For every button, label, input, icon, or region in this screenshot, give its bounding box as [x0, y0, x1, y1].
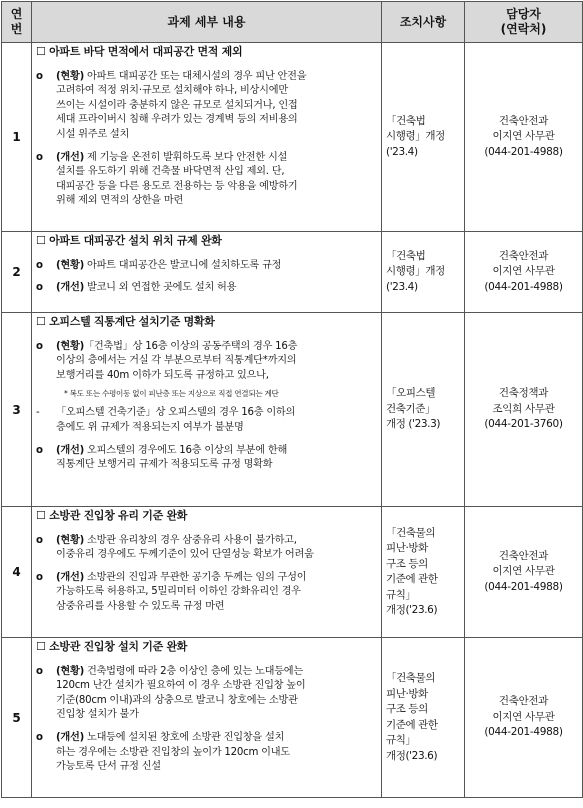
text-line: 위해 제외 면적의 상한을 마련 — [56, 195, 184, 207]
task-title: ☐ 아파트 대피공간 설치 위치 규제 완화 — [36, 234, 222, 247]
dash-item — [36, 406, 376, 435]
action-cell — [382, 507, 465, 638]
task-table — [1, 1, 583, 798]
task-title: ☐ 아파트 바닥 면적에서 대피공간 면적 제외 — [36, 45, 243, 58]
task-details — [32, 313, 382, 507]
task-title: ☐ 소방관 진입창 유리 기준 완화 — [36, 509, 188, 522]
circle-bullet-icon: ο — [36, 259, 43, 271]
text-line: 기준(80cm 이내)과의 상충으로 발코니 창호에는 소방관 — [56, 694, 298, 706]
text-line: 삼중유리를 사용할 수 있도록 규정 마련 — [56, 600, 225, 612]
circle-bullet-icon: ο — [36, 665, 43, 677]
checkbox-icon: ☐ — [36, 234, 46, 247]
text-line: 보행거리를 40m 이하가 되도록 규정하고 있으나, — [56, 369, 269, 381]
task-details — [32, 507, 382, 638]
text-line: ('23.4) — [386, 280, 418, 293]
improvement: ο (개선) 오피스텔의 경우에도 16층 이상의 부분에 한해 직통계단 보행거리 규제가 적용되도록 규정 명확화 — [36, 444, 376, 473]
text-line: 「건축법 — [386, 249, 426, 262]
text-line: 건축기준」 — [386, 402, 436, 415]
text-line: 건축안전과 — [498, 114, 549, 127]
task-title: ☐ 소방관 진입창 설치 기준 완화 — [36, 640, 188, 653]
current-status: ο (현황) 아파트 대피공간은 발코니에 설치하도록 규정 — [36, 259, 376, 274]
text-line: 이상의 층에서는 거실 각 부분으로부터 직통계단*까지의 — [56, 355, 297, 367]
text-line: 시설 위주로 설치 — [56, 128, 130, 140]
checkbox-icon: ☐ — [36, 640, 46, 653]
text-line: 「건축물의 — [386, 526, 436, 539]
text-line: 층에도 위 규제가 적용되는지 여부가 불분명 — [56, 421, 244, 433]
text-line: 이중유리 경우에도 두께기준이 있어 단열성능 확보가 어려움 — [56, 549, 314, 561]
checkbox-icon: ☐ — [36, 45, 46, 58]
dash-bullet-icon: - — [36, 407, 40, 419]
text-line: 개정('23.6) — [386, 604, 438, 616]
row-number: 4 — [2, 507, 32, 638]
table-header-row — [2, 2, 583, 43]
text-line: ('23.4) — [386, 145, 418, 158]
table-row — [2, 313, 583, 507]
circle-bullet-icon: ο — [36, 571, 43, 583]
text-line: 120cm 난간 설치가 필요하여 이 경우 소방관 진입창 높이 — [56, 680, 306, 692]
circle-bullet-icon: ο — [36, 151, 43, 163]
text-line: 조익희 사무관 — [492, 402, 555, 415]
text-line: 이지연 사무관 — [492, 710, 555, 723]
circle-bullet-icon: ο — [36, 444, 43, 456]
task-title: ☐ 오피스텔 직통계단 설치기준 명확화 — [36, 315, 215, 328]
text-line: (044-201-4988) — [484, 145, 563, 158]
header-content: 과제 세부 내용 — [32, 2, 382, 43]
text-line: (044-201-4988) — [484, 280, 563, 293]
circle-bullet-icon: ο — [36, 534, 43, 546]
text-line: 하는 경우에는 소방관 진입창의 높이가 120cm 이내도 — [56, 746, 290, 758]
text-line: 규칙」 — [386, 588, 416, 601]
text-line: 직통계단 보행거리 규제가 적용되도록 규정 명확화 — [56, 459, 273, 471]
manager-cell — [465, 638, 583, 798]
text-line: 「오피스텔 건축기준」상 오피스텔의 경우 16층 이하의 — [56, 407, 296, 419]
row-number: 2 — [2, 232, 32, 313]
task-details — [32, 43, 382, 232]
task-details — [32, 638, 382, 798]
text-line: 대피공간 등을 다른 용도로 전용하는 등 악용을 예방하기 — [56, 180, 298, 192]
text-line: 피난·방화 — [386, 542, 428, 554]
checkbox-icon: ☐ — [36, 315, 46, 328]
row-number: 5 — [2, 638, 32, 798]
text-line: 시행령」개정 — [386, 265, 445, 278]
improve-label: (개선) — [56, 444, 84, 456]
text-line: 가능하도록 허용하고, 5밀리미터 이하인 강화유리인 경우 — [56, 586, 301, 598]
table-row — [2, 507, 583, 638]
header-action: 조치사항 — [382, 2, 465, 43]
improvement: ο (개선) 발코니 외 연접한 곳에도 설치 허용 — [36, 281, 376, 296]
text-line: 가능토록 단서 규정 신설 — [56, 761, 161, 773]
improvement: ο (개선) 소방관의 진입과 무관한 공기층 두께는 임의 구성이 가능하도록 허용하고, 5밀리미터 이하인 강화유리인 경우 삼중유리를 사용할 수 있도록 규정 마련 — [36, 571, 376, 615]
text-line: 진입창 설치가 불가 — [56, 709, 139, 721]
improve-label: (개선) — [56, 731, 84, 743]
text-line: 시행령」개정 — [386, 130, 445, 143]
circle-bullet-icon: ο — [36, 340, 43, 352]
text-line: 규칙」 — [386, 734, 416, 746]
improvement: ο (개선) 제 기능을 온전히 발휘하도록 보다 안전한 시설 설치를 유도하기 위해 건축물 바닥면적 산입 제외. 단, 대피공간 등을 다른 용도로 전용하는 등 악용을 예방하기 위해 제외 면적의 상한을 마련 — [36, 151, 376, 209]
circle-bullet-icon: ο — [36, 731, 43, 743]
improve-label: (개선) — [56, 282, 84, 294]
table-row — [2, 43, 583, 232]
manager-cell — [465, 232, 583, 313]
text-line: 「건축물의 — [386, 672, 436, 684]
task-details — [32, 232, 382, 313]
text-line: 건축안전과 — [498, 549, 549, 562]
current-label: (현황) — [56, 340, 84, 352]
table-row — [2, 638, 583, 798]
action-cell — [382, 638, 465, 798]
improve-label: (개선) — [56, 151, 84, 163]
text-line: (044-201-3760) — [484, 418, 563, 431]
text-line: 「건축법 — [386, 114, 426, 127]
text-line: (044-201-4988) — [484, 580, 563, 593]
current-status: ο (현황)「건축법」상 16층 이상의 공동주택의 경우 16층 이상의 층에서는 거실 각 부분으로부터 직통계단*까지의 보행거리를 40m 이하가 되도록 규정하고 있으나, — [36, 340, 376, 384]
improvement: ο (개선) 노대등에 설치된 창호에 소방관 진입창을 설치 하는 경우에는 소방관 진입창의 높이가 120cm 이내도 가능토록 단서 규정 신설 — [36, 731, 376, 775]
footnote: * 복도 또는 수평이동 없이 피난층 또는 지상으로 직접 연결되는 계단 — [64, 389, 279, 399]
text-line: 기준에 관한 — [386, 573, 438, 585]
improve-label: (개선) — [56, 571, 84, 583]
text-line: 건축정책과 — [498, 387, 549, 400]
text-line: 쓰이는 시설이라 충분하지 않은 규모로 설치되거나, 인접 — [56, 99, 298, 111]
circle-bullet-icon: ο — [36, 282, 43, 294]
text-line: 고려하여 적정 위치·규모로 설치해야 하나, 비상시에만 — [56, 85, 288, 97]
current-status: ο (현황) 소방관 유리창의 경우 삼중유리 사용이 불가하고, 이중유리 경우에도 두께기준이 있어 단열성능 확보가 어려움 — [36, 534, 376, 563]
action-cell — [382, 232, 465, 313]
text-line: 구조 등의 — [386, 557, 428, 570]
current-label: (현황) — [56, 665, 84, 677]
text-line: (044-201-4988) — [484, 726, 563, 739]
text-line: 개정('23.6) — [386, 749, 438, 762]
text-line: 건축안전과 — [498, 249, 549, 262]
text-line: 이지연 사무관 — [492, 265, 555, 278]
circle-bullet-icon: ο — [36, 70, 43, 82]
text-line: 기준에 관한 — [386, 718, 438, 731]
text-line: 구조 등의 — [386, 703, 428, 715]
current-status: ο (현황) 아파트 대피공간 또는 대체시설의 경우 피난 안전을 고려하여 적정 위치·규모로 설치해야 하나, 비상시에만 쓰이는 시설이라 충분하지 않은 규모로 설치되거나, 인접 세대 프라이버시 침해 우려가 있는 경계벽 등의 저비용의 시설 위주로 설치 — [36, 70, 376, 143]
row-number: 1 — [2, 43, 32, 232]
checkbox-icon: ☐ — [36, 509, 46, 522]
text-line: 세대 프라이버시 침해 우려가 있는 경계벽 등의 저비용의 — [56, 114, 298, 126]
manager-cell — [465, 313, 583, 507]
text-line: 이지연 사무관 — [492, 565, 555, 578]
current-label: (현황) — [56, 259, 84, 271]
header-no: 연 번 — [2, 2, 32, 43]
manager-cell — [465, 507, 583, 638]
text-line: 피난·방화 — [386, 687, 428, 700]
current-label: (현황) — [56, 70, 84, 82]
current-status: ο (현황) 건축법령에 따라 2층 이상인 층에 있는 노대등에는 120cm 난간 설치가 필요하여 이 경우 소방관 진입창 높이 기준(80cm 이내)과의 상충으로 발코니 창호에는 소방관 진입창 설치가 불가 — [36, 665, 376, 723]
table-row — [2, 232, 583, 313]
manager-cell — [465, 43, 583, 232]
text-line: 개정 ('23.3) — [386, 418, 441, 431]
text-line: 이지연 사무관 — [492, 130, 555, 143]
header-manager: 담당자 (연락처) — [465, 2, 583, 43]
text-line: 설치를 유도하기 위해 건축물 바닥면적 산입 제외. 단, — [56, 166, 285, 178]
action-cell — [382, 43, 465, 232]
text-line: 건축안전과 — [498, 695, 549, 708]
current-label: (현황) — [56, 534, 84, 546]
row-number: 3 — [2, 313, 32, 507]
text-line: 「오피스텔 — [386, 387, 436, 400]
action-cell — [382, 313, 465, 507]
